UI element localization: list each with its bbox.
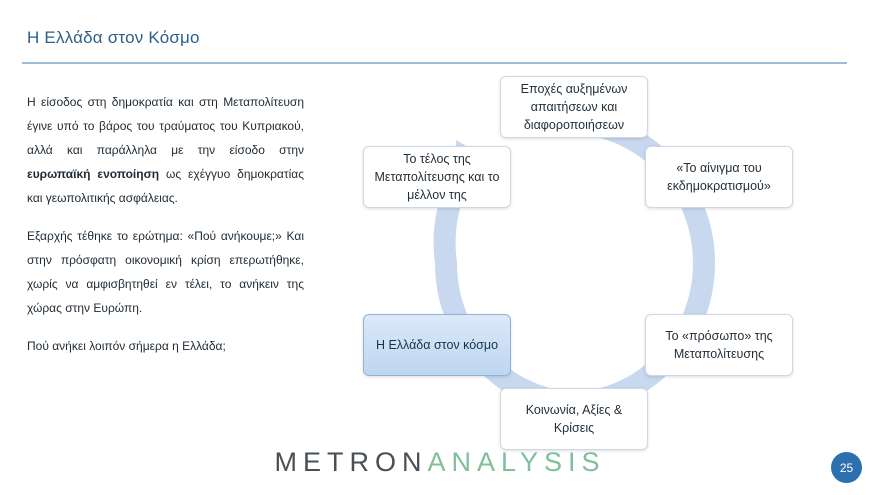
paragraph-1-segment-1: Η είσοδος στη δημοκρατία και στη Μεταπολίτευση έγινε υπό το βάρος του τραύματος του Κυπριακού, αλλά και παράλληλα με την είσοδο στην	[27, 95, 304, 157]
diagram-node-right-lower[interactable]	[645, 314, 793, 376]
page-number-badge: 25	[831, 452, 862, 483]
paragraph-3: Πού ανήκει λοιπόν σήμερα η Ελλάδα;	[27, 339, 226, 353]
cycle-diagram	[330, 66, 860, 446]
page-title: Η Ελλάδα στον Κόσμο	[27, 28, 200, 47]
diagram-node-left-lower-label: Η Ελλάδα στον κόσμο	[375, 338, 499, 352]
diagram-node-bottom[interactable]	[500, 388, 648, 450]
brand-logo-analysis: ANALYSIS	[427, 447, 606, 477]
diagram-node-top[interactable]	[500, 76, 648, 138]
diagram-node-bottom-label: Κοινωνία, Αξίες & Κρίσεις	[525, 403, 623, 435]
paragraph-1-segment-3: ως εχέγγυο δημοκρατίας και γεωπολιτικής ασφάλειας.	[27, 167, 304, 205]
paragraph-1	[27, 90, 304, 210]
diagram-node-right-upper-label: «Το αίνιγμα του εκδημοκρατισμού»	[667, 161, 771, 193]
diagram-node-right-lower-label: Το «πρόσωπο» της Μεταπολίτευσης	[665, 329, 773, 361]
diagram-node-right-upper[interactable]	[645, 146, 793, 208]
diagram-node-left-upper-label: Το τέλος της Μεταπολίτευσης και το μέλλον της	[374, 152, 500, 202]
diagram-node-left-upper[interactable]	[363, 146, 511, 208]
brand-logo	[0, 447, 880, 478]
diagram-node-top-label: Εποχές αυξημένων απαιτήσεων και διαφοροποιήσεων	[520, 82, 628, 132]
paragraph-1-segment-2-bold: ευρωπαϊκή ενοποίηση	[27, 167, 160, 181]
title-divider	[22, 62, 847, 64]
body-text-column	[27, 90, 304, 358]
diagram-node-left-lower-active[interactable]	[363, 314, 511, 376]
brand-logo-metron: METRON	[274, 447, 428, 477]
paragraph-2: Εξαρχής τέθηκε το ερώτημα: «Πού ανήκουμε;» Και στην πρόσφατη οικονομική κρίση επερωτήθηκε, χωρίς να αμφισβητηθεί εν τέλει, το ανήκειν της χώρας στην Ευρώπη.	[27, 229, 304, 315]
